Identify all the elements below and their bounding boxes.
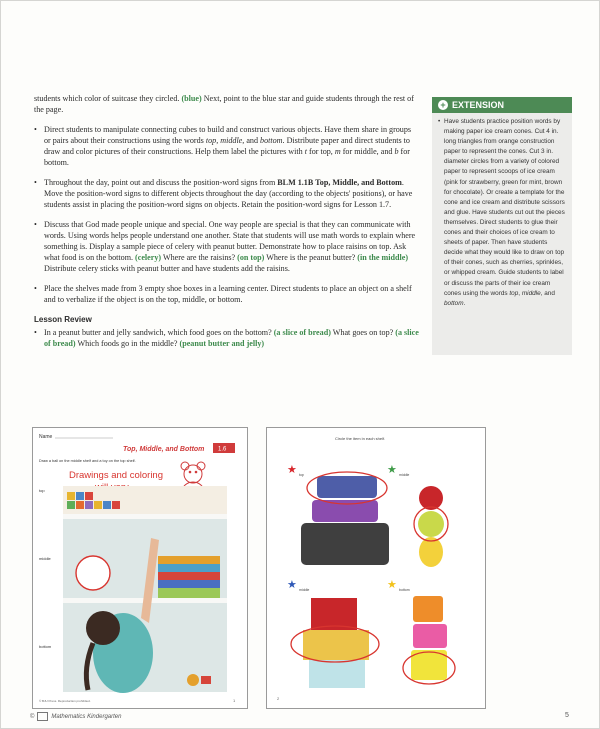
- copyright-mark: ©: [30, 713, 35, 720]
- shelf-photo: [63, 486, 227, 693]
- workbook-right-art: [267, 428, 485, 708]
- bullet-position-signs: • Throughout the day, point out and discuss the position-word signs from BLM 1.1B Top, Middle, and Bottom. Move the position-word signs to different objects throughout the day (according to the objects' positions), or have students assist in placing the position-word signs on objects. Retain the position-word signs for Lesson 1.7.: [34, 177, 419, 210]
- suitcase-stack: [301, 472, 389, 565]
- workbook-page-right: [266, 427, 486, 709]
- green-star-icon: ★: [387, 464, 397, 476]
- blue-star-icon: ★: [287, 579, 297, 591]
- label-middle: middle: [39, 556, 51, 561]
- bullet-celery: • Discuss that God made people unique and special. One way people are special is that they can communicate with words. Using words helps people understand one another. State that students will use math words to explain where something is. Display a sample piece of celery with peanut butter. Demonstrate how to place raisins on top. Ask what food is on the bottom. (celery) Where are the raisins? (on top) Where is the peanut butter? (in the middle) Distribute celery sticks with peanut butter and have students add the raisins.: [34, 219, 419, 274]
- extension-text: • Have students practice position words by making paper ice cream cones. Cut 4 in. long triangles from orange construction paper to represent the cones. Cut 3 in. diameter circles from a variety of colored paper to represent scoops of ice cream (pink for strawberry, green for mint, brown for chocolate). Or create a template for the cone and ice cream and distribute scissors and glue. Have students cut out the pieces themselves. Direct students to glue their cones and their choices of ice cream to sheets of paper. Then have students decide what they would like to draw on top of their cones, such as cherries, sprinkles, or whipped cream. Guide students to label or discuss the parts of their ice cream cones using the words top, middle, and bottom.: [438, 117, 566, 309]
- workbook-left-art: [33, 428, 247, 708]
- extension-body: [432, 113, 572, 309]
- lesson-tag: 1.6: [218, 446, 227, 453]
- page-footer: [30, 712, 121, 721]
- worksheet-title: Top, Middle, and Bottom: [123, 446, 205, 453]
- left-footer: © BJU Press. Reproduction prohibited.: [39, 699, 91, 703]
- plus-circle-icon: +: [438, 100, 448, 110]
- page-number: 5: [565, 712, 569, 719]
- right-instruction: Circle the item in each shelf.: [335, 436, 386, 441]
- right-label-top: top: [299, 473, 304, 477]
- bullet-cubes: • Direct students to manipulate connecting cubes to build and construct various objects. Have them share in groups or pairs about their constructions using the words top, middle, and bottom. Distribute paper and direct students to draw and color pictures of their constructions. Help them label the pictures with t for top, m for middle, and b for bottom.: [34, 124, 419, 168]
- right-page-number: 2: [277, 696, 280, 701]
- label-bottom: bottom: [39, 644, 52, 649]
- workbook-page-left: [32, 427, 248, 709]
- book-logo-icon: [37, 712, 48, 721]
- red-star-icon: ★: [287, 464, 297, 476]
- extension-box: [432, 97, 572, 355]
- gift-stack: [291, 598, 379, 688]
- fruit-stack: [414, 486, 448, 567]
- lesson-review-bullet: • In a peanut butter and jelly sandwich, which food goes on the bottom? (a slice of bread) What goes on top? (a slice of bread) Which foods go in the middle? (peanut butter and jelly): [34, 327, 419, 349]
- main-text: [34, 93, 419, 358]
- bullet-shelves: • Place the shelves made from 3 empty shoe boxes in a learning center. Direct students to place an object on a shelf and to verbalize if the object is on the top, middle, or bottom.: [34, 283, 419, 305]
- extension-title: EXTENSION: [452, 100, 505, 110]
- lesson-review-title: Lesson Review: [34, 315, 92, 324]
- yellow-star-icon: ★: [387, 579, 397, 591]
- left-page-number: 1: [233, 698, 236, 703]
- cup-stack: [403, 596, 455, 684]
- name-label: Name: [39, 434, 53, 440]
- right-label-bottom: bottom: [399, 588, 410, 592]
- intro-paragraph: students which color of suitcase they circled. (blue) Next, point to the blue star and guide students through the rest of the page.: [34, 94, 414, 114]
- note-line-1: Drawings and coloring: [69, 470, 163, 481]
- right-label-middle: middle: [399, 473, 410, 477]
- book-title: Mathematics Kindergarten: [51, 713, 122, 720]
- extension-header: [432, 97, 572, 113]
- label-top: top: [39, 488, 45, 493]
- left-instruction: Draw a ball on the middle shelf and a toy on the top shelf.: [39, 459, 136, 463]
- right-label-middle-2: middle: [299, 588, 310, 592]
